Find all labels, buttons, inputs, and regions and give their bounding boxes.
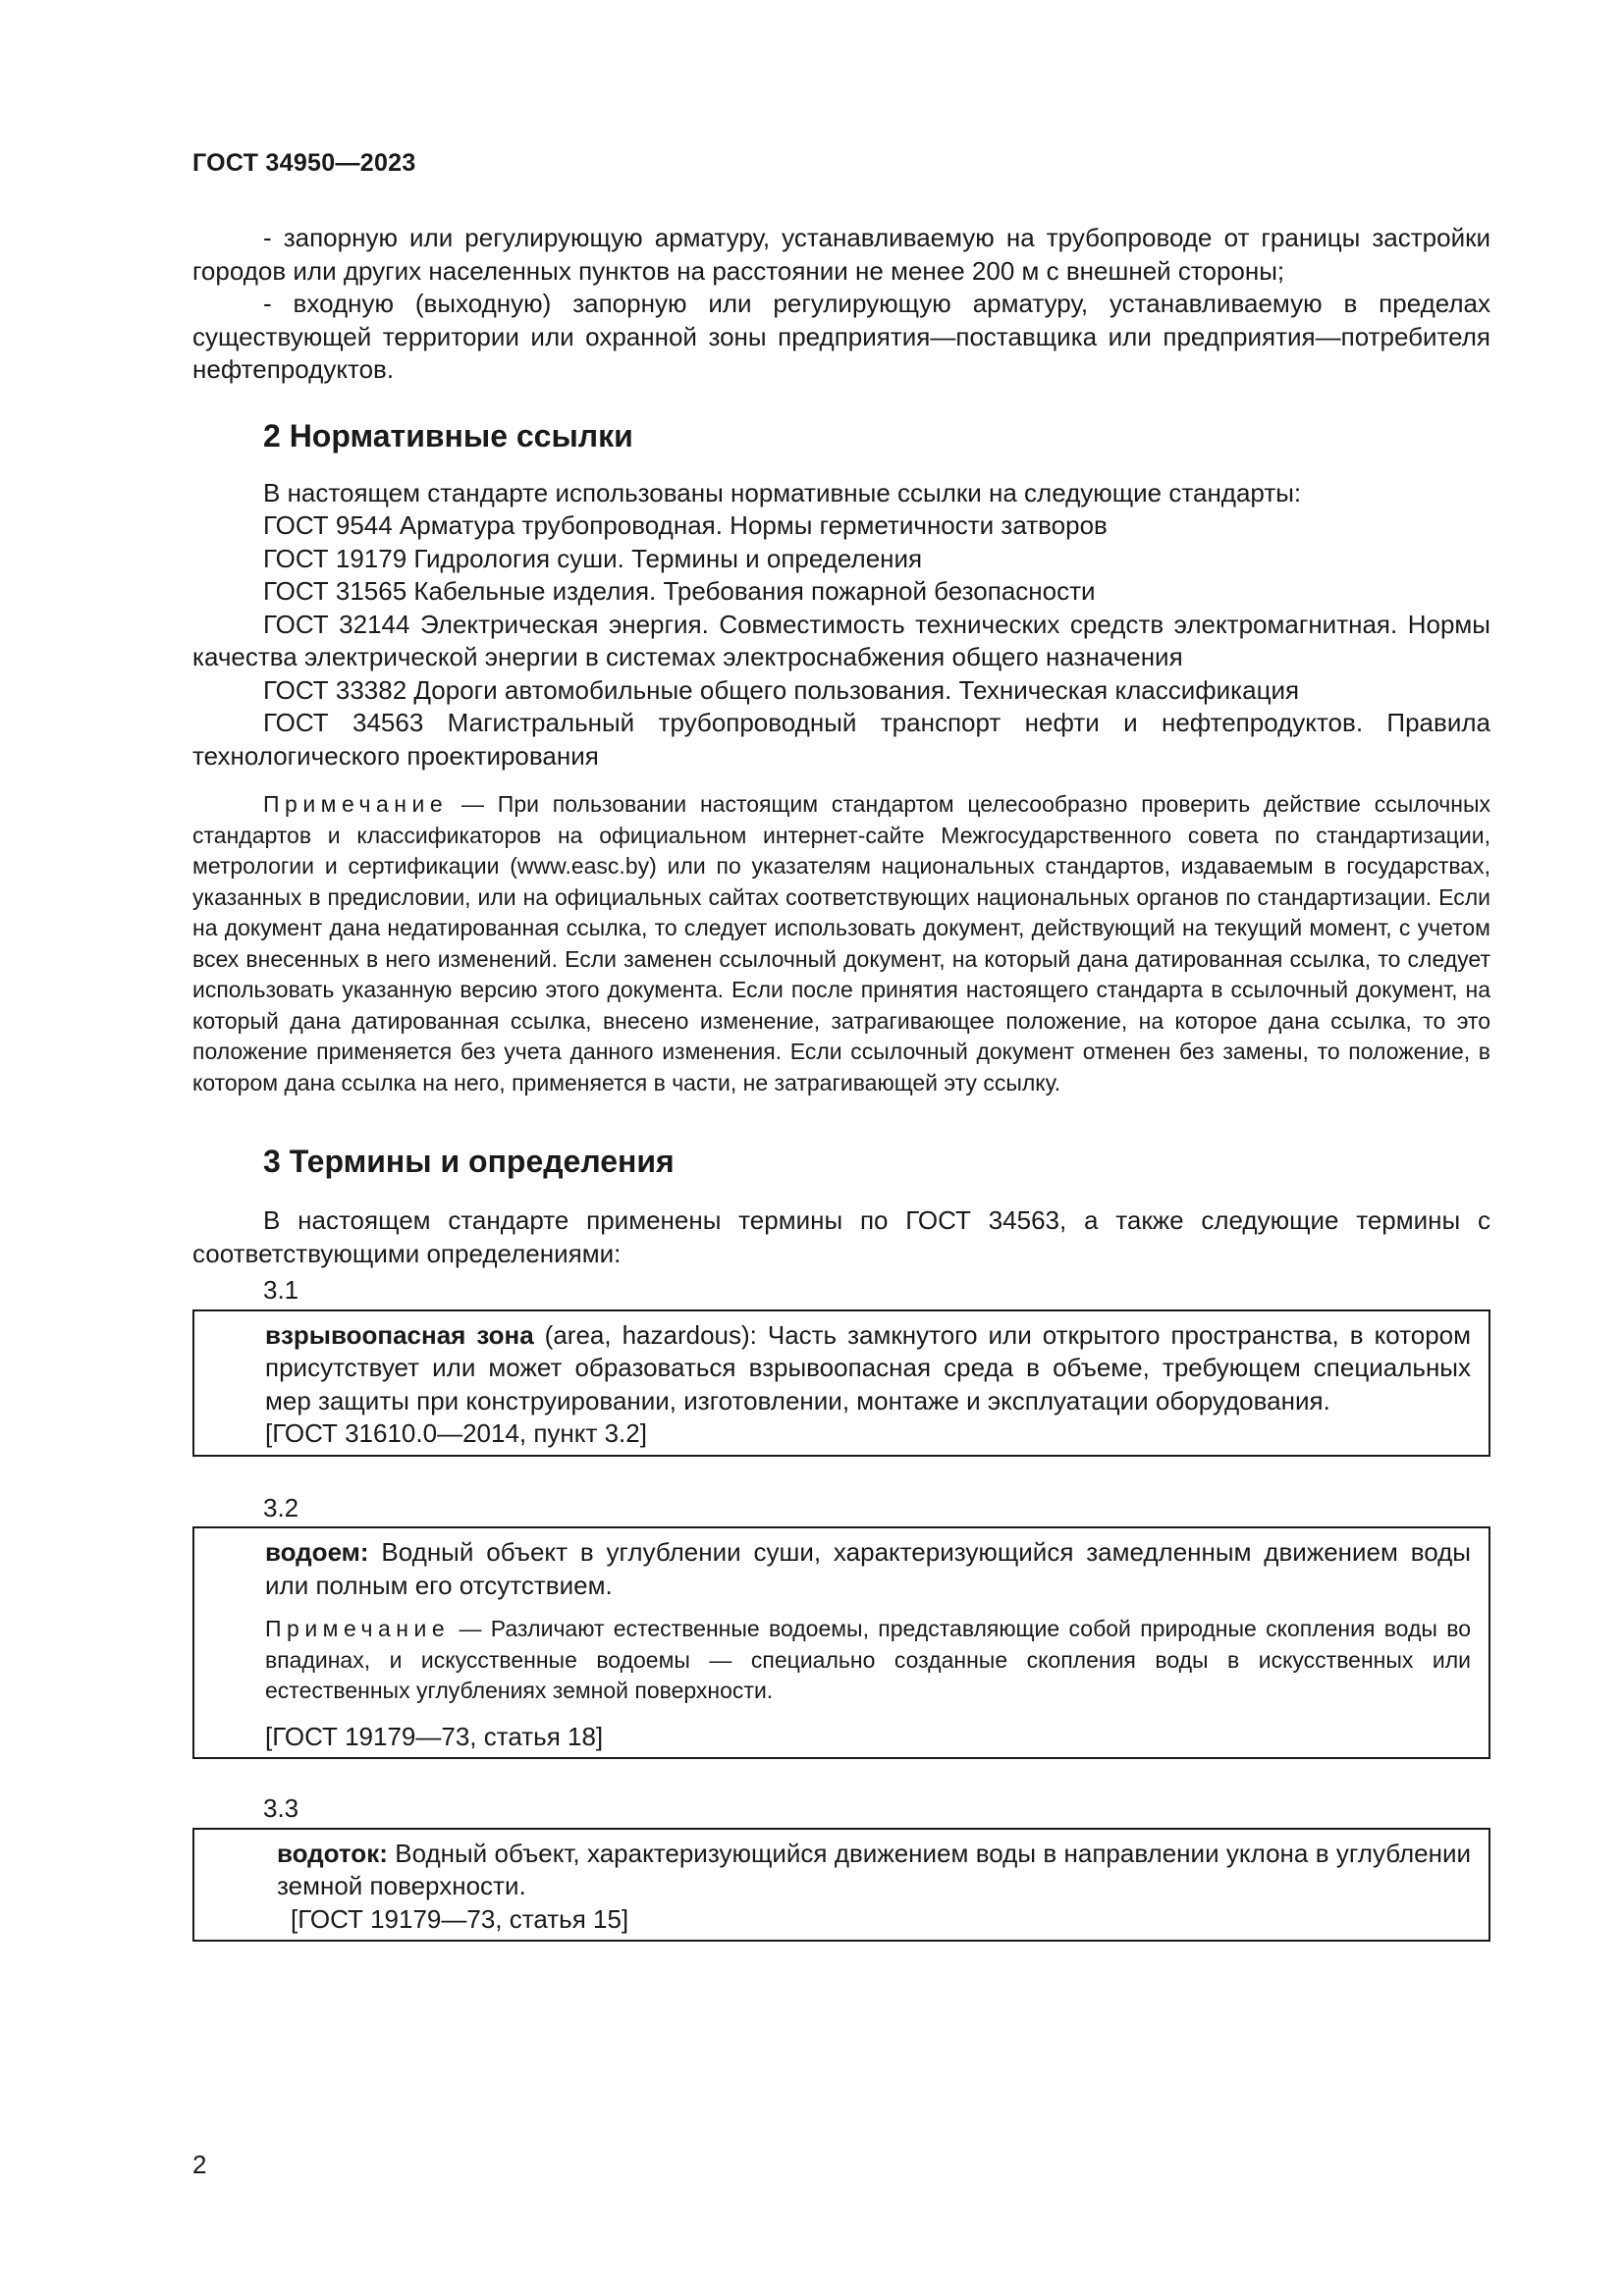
reference-item: ГОСТ 33382 Дороги автомобильные общего пользования. Техническая классификация [263, 674, 1300, 705]
term-definition: Водный объект в углублении суши, характеризующийся замедленным движением воды или полным его отсутствием. [265, 1537, 1471, 1600]
section-2-note [192, 789, 1490, 1098]
term-number: 3.1 [263, 1275, 299, 1305]
reference-item: ГОСТ 31565 Кабельные изделия. Требования пожарной безопасности [263, 576, 1096, 606]
note-label: Примечание [265, 1616, 451, 1641]
term-name: водоем: [265, 1537, 369, 1567]
page-content [192, 222, 1490, 1942]
term-source: [ГОСТ 19179—73, статья 15] [291, 1903, 629, 1934]
term-note [265, 1614, 1471, 1707]
section-3-title: 3 Термины и определения [263, 1144, 675, 1179]
term-name: водоток: [277, 1838, 388, 1868]
note-label: Примечание [263, 791, 449, 817]
reference-item: ГОСТ 32144 Электрическая энергия. Совместимость технических средств электромагнитная. Нормы качества электрической энергии в системах электроснабжения общего назначения [192, 609, 1490, 671]
list-item: - запорную или регулирующую арматуру, устанавливаемую на трубопроводе от границы застройки городов или других населенных пунктов на расстоянии не менее 200 м с внешней стороны; [192, 223, 1490, 286]
term-box [192, 1309, 1490, 1457]
term-number: 3.2 [263, 1492, 299, 1522]
terms-lead: В настоящем стандарте применены термины по ГОСТ 34563, а также следующие термины с соответствующими определениями: [192, 1205, 1490, 1268]
reference-item: ГОСТ 19179 Гидрология суши. Термины и определения [263, 543, 923, 573]
term-definition: Водный объект, характеризующийся движением воды в направлении уклона в углублении земной поверхности. [277, 1838, 1471, 1900]
term-definition: (area, hazardous): Часть замкнутого или открытого пространства, в котором присутствует или может образоваться взрывоопасная среда в объеме, требующем специальных мер защиты при конструировании, изготовлении, монтаже и эксплуатации оборудования. [265, 1319, 1471, 1415]
term-name: взрывоопасная зона [265, 1319, 534, 1350]
references-lead: В настоящем стандарте использованы нормативные ссылки на следующие стандарты: [263, 477, 1302, 507]
term-number: 3.3 [263, 1793, 299, 1823]
normative-references [192, 477, 1490, 774]
list-item: - входную (выходную) запорную или регулирующую арматуру, устанавливаемую в пределах существующей территории или охранной зоны предприятия—поставщика или предприятия—потребителя нефтепродуктов. [192, 289, 1490, 384]
reference-item: ГОСТ 34563 Магистральный трубопроводный транспорт нефти и нефтепродуктов. Правила технологического проектирования [192, 708, 1490, 771]
note-text: — При пользовании настоящим стандартом целесообразно проверить действие ссылочных стандартов и классификаторов на официальном интернет-сайте Межгосударственного совета по стандартизации, метрологии и сертификации (www.easc.by) или по указателям национальных стандартов, издаваемым в государствах, указанных в предисловии, или на официальных сайтах соответствующих национальных органов по стандартизации. Если на документ дана недатированная ссылка, то следует использовать документ, действующий на текущий момент, с учетом всех внесенных в него изменений. Если заменен ссылочный документ, на который дана датированная ссылка, то следует использовать указанную версию этого документа. Если после принятия настоящего стандарта в ссылочный документ, на который дана датированная ссылка, внесено изменение, затрагивающее положение, на которое дана ссылка, то это положение применяется без учета данного изменения. Если ссылочный документ отменен без замены, то положение, в котором дана ссылка на него, применяется в части, не затрагивающей эту ссылку. [192, 791, 1490, 1095]
spacer [192, 1457, 1490, 1488]
term-source: [ГОСТ 31610.0—2014, пункт 3.2] [265, 1418, 647, 1448]
term-box [192, 1526, 1490, 1759]
section-2-title: 2 Нормативные ссылки [263, 417, 633, 454]
intro-list [192, 222, 1490, 387]
document-header: ГОСТ 34950—2023 [192, 149, 416, 177]
note-text: — Различают естественные водоемы, представляющие собой природные скопления воды во впадинах, и искусственные водоемы — специально созданные скопления воды в искусственных или естественных углублениях земной поверхности. [265, 1616, 1471, 1703]
term-box [192, 1828, 1490, 1943]
page-number: 2 [192, 2150, 207, 2179]
spacer [192, 1759, 1490, 1789]
term-source: [ГОСТ 19179—73, статья 18] [265, 1721, 604, 1751]
reference-item: ГОСТ 9544 Арматура трубопроводная. Нормы герметичности затворов [263, 510, 1108, 540]
